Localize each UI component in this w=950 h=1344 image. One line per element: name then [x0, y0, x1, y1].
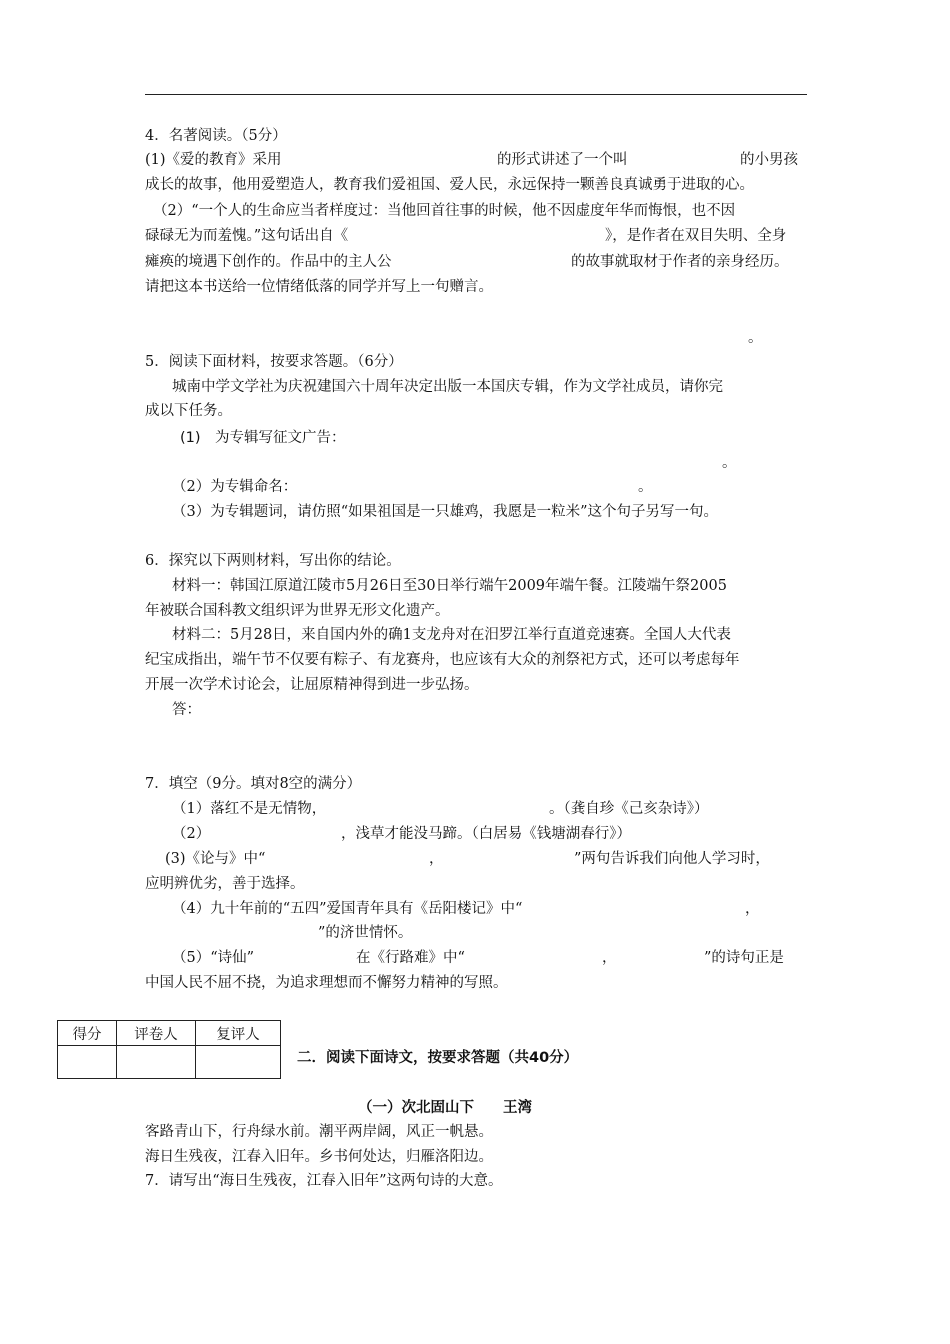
q4-p2-e: 的故事就取材于作者的亲身经历。 — [571, 254, 789, 270]
q7-i5-b: 在《行路难》中“ — [356, 950, 465, 966]
q7-i5-d: ”的诗句正是 — [704, 950, 784, 966]
q7-i4-b: ， — [745, 901, 760, 917]
q5-title: 5．阅读下面材料，按要求答题。（6分） — [145, 354, 403, 370]
q4-p1-d: 成长的故事，他用爱塑造人，教育我们爱祖国、爱人民，永远保持一颗善良真诚勇于进取的心。 — [145, 177, 754, 193]
q7-i1-b: 。（龚自珍《己亥杂诗》） — [549, 801, 709, 817]
q4-p1-a: (1)《爱的教育》采用 — [145, 152, 282, 168]
q7-i3-c: ”两句告诉我们向他人学习时， — [574, 851, 770, 867]
q5-item2-end: 。 — [638, 479, 653, 495]
q7-i5-a: （5）“诗仙” — [172, 950, 255, 966]
section2-title: 二．阅读下面诗文，按要求答题（共40分） — [297, 1050, 579, 1066]
q7-i2-b: ，浅草才能没马蹄。（白居易《钱塘湖春行》） — [341, 826, 631, 842]
q7-title: 7．填空（9分。填对8空的满分） — [145, 776, 362, 792]
q4-p2-f: 请把这本书送给一位情绪低落的同学并写上一句赠言。 — [145, 279, 493, 295]
q6-title: 6．探究以下两则材料，写出你的结论。 — [145, 553, 401, 569]
poem-line-1: 客路青山下，行舟绿水前。潮平两岸阔，风正一帆悬。 — [145, 1124, 493, 1140]
score-cell[interactable] — [58, 1046, 117, 1079]
q6-m2-c: 开展一次学术讨论会，让屈原精神得到进一步弘扬。 — [145, 677, 479, 693]
q7-i3-d: 应明辨优劣，善于选择。 — [145, 876, 305, 892]
q4-p2-c: 》，是作者在双目失明、全身 — [605, 228, 787, 244]
poem-title: （一）次北固山下 王湾 — [358, 1100, 532, 1116]
reviewer-cell[interactable] — [196, 1046, 281, 1079]
q6-m2-a: 材料二：5月28日，来自国内外的确1支龙舟对在汨罗江举行直道竞速赛。全国人大代表 — [172, 627, 731, 643]
q5-item1: (1) 为专辑写征文广告： — [180, 430, 346, 446]
q6-m1-b: 年被联合国科教文组织评为世界无形文化遗产。 — [145, 603, 450, 619]
q7-i4-a: （4）九十年前的“五四”爱国青年具有《岳阳楼记》中“ — [172, 901, 523, 917]
poem-line-2: 海日生残夜，江春入旧年。乡书何处达，归雁洛阳边。 — [145, 1149, 493, 1165]
score-table — [57, 1020, 281, 1079]
q7-i1-a: （1）落红不是无情物， — [172, 801, 327, 817]
q5-item2: （2）为专辑命名： — [172, 479, 298, 495]
grader-header: 评卷人 — [117, 1021, 196, 1046]
q4-p1-c: 的小男孩 — [740, 152, 798, 168]
q5-item1-end: 。 — [722, 455, 737, 471]
q7-i4-c: ”的济世情怀。 — [318, 925, 413, 941]
q7-i3-b: ， — [429, 851, 444, 867]
score-header: 得分 — [58, 1021, 117, 1046]
q5-intro-b: 成以下任务。 — [145, 403, 232, 419]
section2-question: 7．请写出“海日生残夜，江春入旧年”这两句诗的大意。 — [145, 1173, 503, 1189]
q6-m1-a: 材料一：韩国江原道江陵市5月26日至30日举行端午2009年端午餐。江陵端午祭2005 — [172, 578, 727, 594]
q5-item3: （3）为专辑题词，请仿照“如果祖国是一只雄鸡，我愿是一粒米”这个句子另写一句。 — [172, 504, 719, 520]
q4-end-mark: 。 — [748, 330, 763, 346]
q7-i2-a: （2） — [172, 826, 211, 842]
q4-title: 4．名著阅读。（5分） — [145, 128, 287, 144]
header-rule — [145, 94, 807, 95]
q7-i3-a: (3)《论与》中“ — [165, 851, 266, 867]
q6-answer: 答： — [172, 702, 201, 718]
q4-p2-b: 碌碌无为而羞愧。”这句话出自《 — [145, 228, 349, 244]
grader-cell[interactable] — [117, 1046, 196, 1079]
q6-m2-b: 纪宝成指出，端午节不仅要有粽子、有龙赛舟，也应该有大众的剂祭祀方式，还可以考虑每年 — [145, 652, 740, 668]
reviewer-header: 复评人 — [196, 1021, 281, 1046]
q5-intro-a: 城南中学文学社为庆祝建国六十周年决定出版一本国庆专辑，作为文学社成员，请你完 — [172, 379, 723, 395]
q7-i5-e: 中国人民不屈不挠，为追求理想而不懈努力精神的写照。 — [145, 975, 508, 991]
q4-p1-b: 的形式讲述了一个叫 — [497, 152, 628, 168]
q4-p2-d: 瘫痪的境遇下创作的。作品中的主人公 — [145, 254, 392, 270]
q4-p2-a: （2）“一个人的生命应当者样度过：当他回首往事的时候，他不因虚度年华而悔恨，也不因 — [153, 203, 736, 219]
q7-i5-c: ， — [602, 950, 617, 966]
